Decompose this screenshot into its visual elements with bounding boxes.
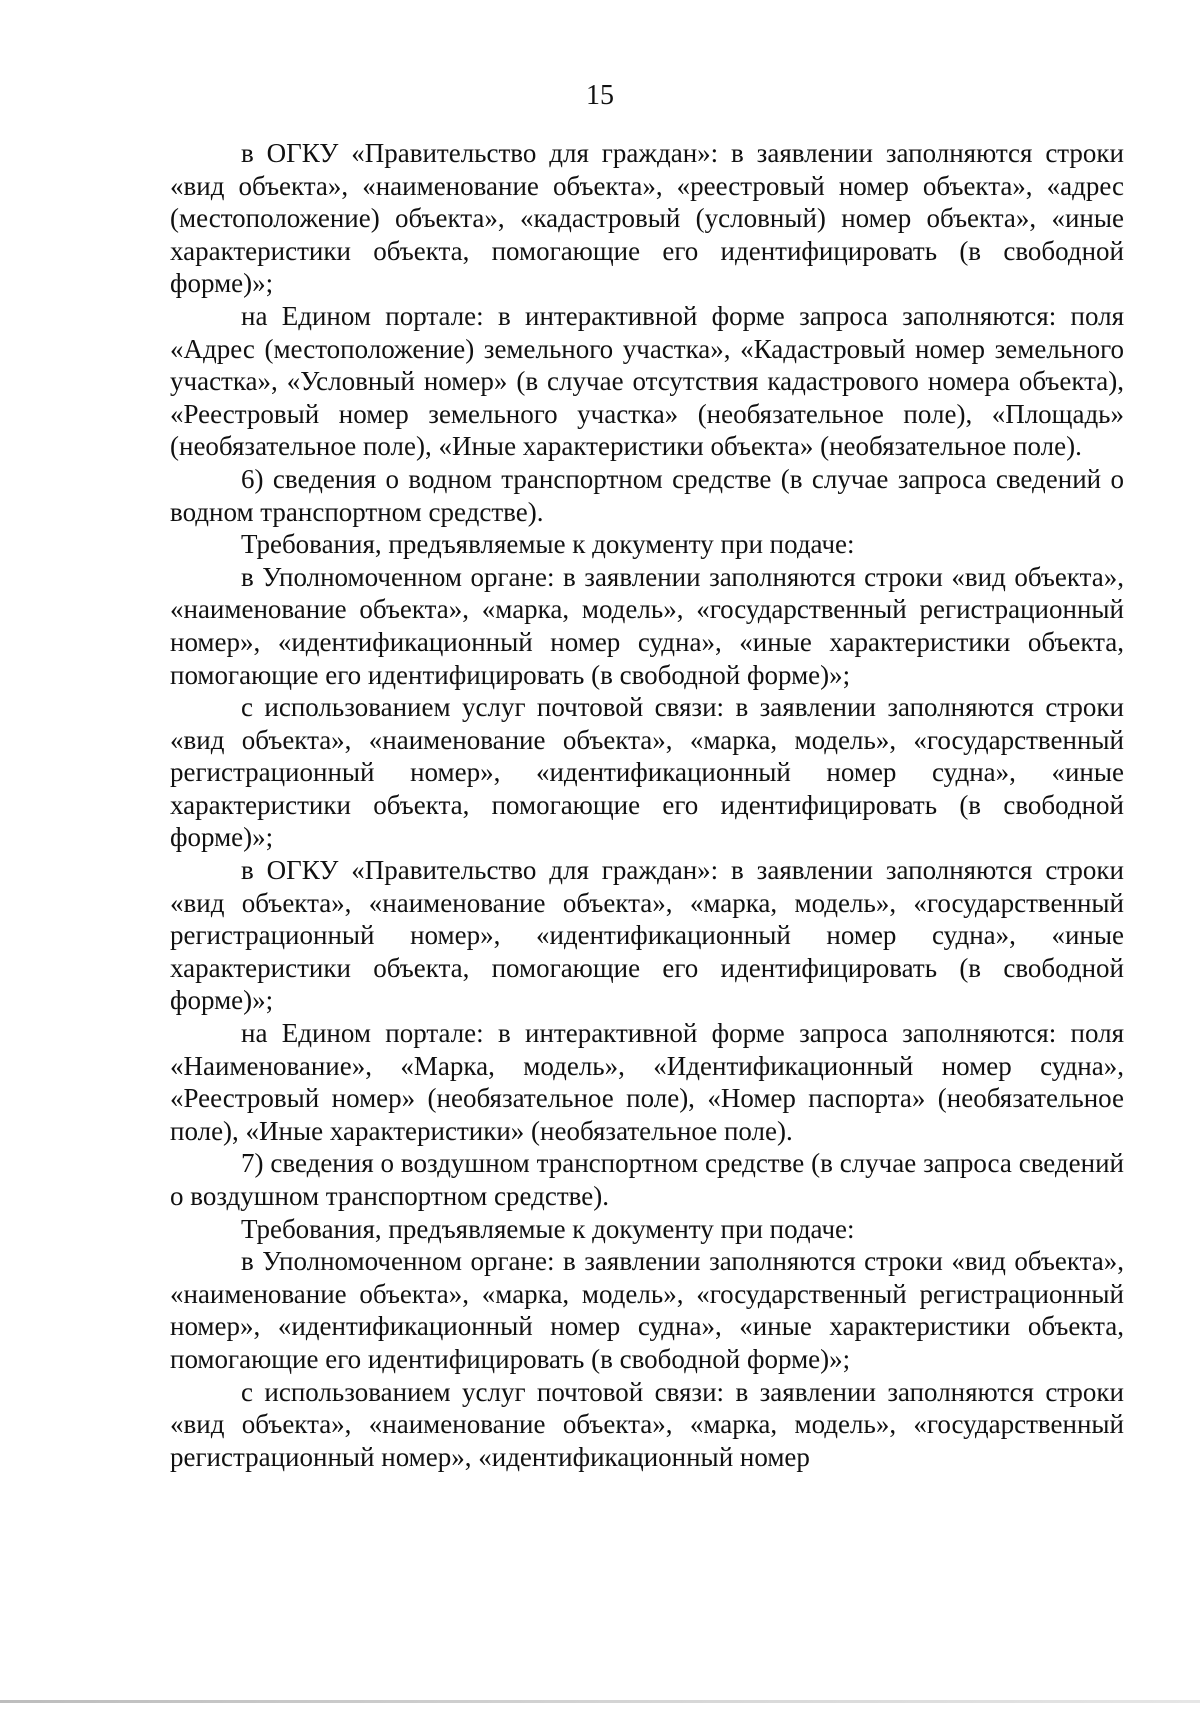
paragraph-postal-water: с использованием услуг почтовой связи: в заявлении заполняются строки «вид объекта», «наименование объекта», «марка, модель», «государственный регистрационный номер», «идентификационный номер судна», «иные характеристики объекта, помогающие его идентифицировать (в свободной форме)»;	[170, 692, 1124, 853]
page-number: 15	[586, 80, 614, 111]
paragraph-postal-air: с использованием услуг почтовой связи: в заявлении заполняются строки «вид объекта», «наименование объекта», «марка, модель», «государственный регистрационный номер», «идентификационный номер	[170, 1376, 1124, 1472]
paragraph-ogku-land: в ОГКУ «Правительство для граждан»: в заявлении заполняются строки «вид объекта», «наименование объекта», «реестровый номер объекта», «адрес (местоположение) объекта», «кадастровый (условный) номер объекта», «иные характеристики объекта, помогающие его идентифицировать (в свободной форме)»;	[170, 138, 1124, 299]
paragraph-item-7-heading: 7) сведения о воздушном транспортном средстве (в случае запроса сведений о воздушном транспортном средстве).	[170, 1148, 1124, 1211]
paragraph-ogku-water: в ОГКУ «Правительство для граждан»: в заявлении заполняются строки «вид объекта», «наименование объекта», «марка, модель», «государственный регистрационный номер», «идентификационный номер судна», «иные характеристики объекта, помогающие его идентифицировать (в свободной форме)»;	[170, 855, 1124, 1016]
paragraph-authority-water: в Уполномоченном органе: в заявлении заполняются строки «вид объекта», «наименование объекта», «марка, модель», «государственный регистрационный номер», «идентификационный номер судна», «иные характеристики объекта, помогающие его идентифицировать (в свободной форме)»;	[170, 561, 1124, 690]
paragraph-portal-land: на Едином портале: в интерактивной форме запроса заполняются: поля «Адрес (местоположение) земельного участка», «Кадастровый номер земельного участка», «Условный номер» (в случае отсутствия кадастрового номера объекта), «Реестровый номер земельного участка» (необязательное поле), «Площадь» (необязательное поле), «Иные характеристики объекта» (необязательное поле).	[170, 300, 1124, 462]
paragraph-requirements: Требования, предъявляемые к документу при подаче:	[241, 529, 855, 560]
paragraph-authority-air: в Уполномоченном органе: в заявлении заполняются строки «вид объекта», «наименование объекта», «марка, модель», «государственный регистрационный номер», «идентификационный номер судна», «иные характеристики объекта, помогающие его идентифицировать (в свободной форме)»;	[170, 1246, 1124, 1374]
paragraph-portal-water: на Едином портале: в интерактивной форме запроса заполняются: поля «Наименование», «Марка, модель», «Идентификационный номер судна», «Реестровый номер» (необязательное поле), «Номер паспорта» (необязательное поле), «Иные характеристики» (необязательное поле).	[170, 1018, 1124, 1146]
document-body	[170, 137, 1124, 1473]
paragraph-item-6-heading: 6) сведения о водном транспортном средстве (в случае запроса сведений о водном транспортном средстве).	[170, 463, 1124, 527]
scan-edge-line	[0, 1700, 1200, 1703]
paragraph-requirements: Требования, предъявляемые к документу при подаче:	[241, 1213, 855, 1244]
